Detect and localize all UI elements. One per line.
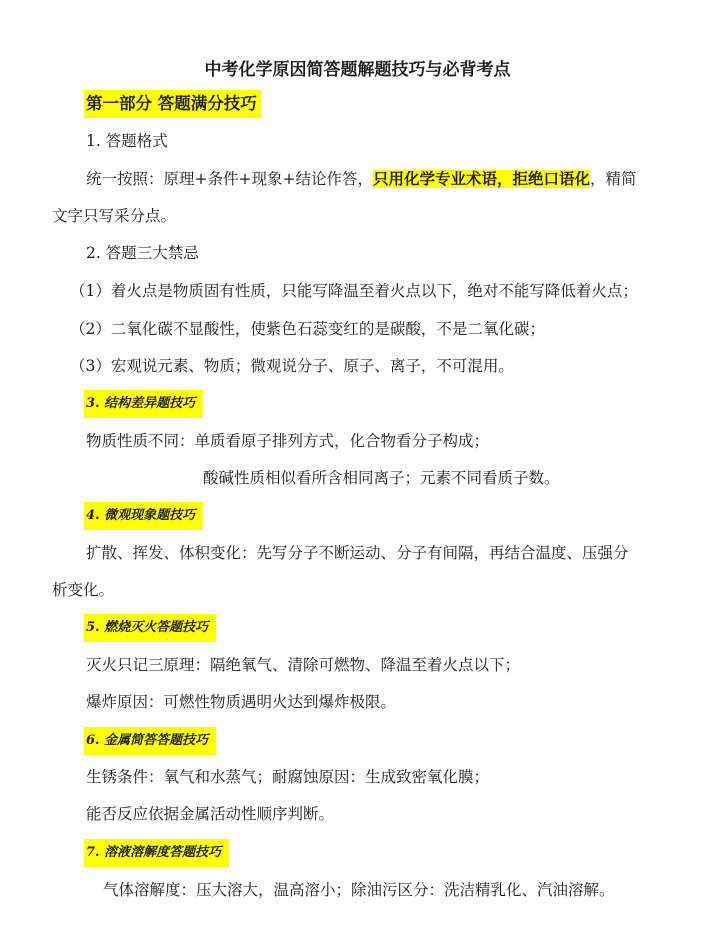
section-1-line-1-start: 统一按照：原理+条件+现象+结论作答， — [86, 170, 373, 188]
taboo-item-3: （3）宏观说元素、物质；微观说分子、原子、离子，不可混用。 — [70, 357, 514, 375]
section-1-heading: 1. 答题格式 — [86, 132, 168, 150]
section-1-line-1 — [86, 168, 637, 190]
taboo-item-1: （1）着火点是物质固有性质，只能写降温至着火点以下，绝对不能写降低着火点； — [70, 282, 638, 300]
section-1-line-2: 文字只写采分点。 — [52, 207, 177, 225]
section-1-highlight: 只用化学专业术语，拒绝口语化 — [372, 170, 590, 188]
section-1-line-1-end: ，精简 — [589, 170, 637, 188]
page-title: 中考化学原因简答题解题技巧与必背考点 — [204, 60, 511, 80]
section-5-heading: 5. 燃烧灭火答题技巧 — [84, 614, 216, 642]
section-2-heading: 2. 答题三大禁忌 — [86, 244, 199, 262]
part-one-heading: 第一部分 答题满分技巧 — [84, 90, 261, 118]
section-6-line-1: 生锈条件：氧气和水蒸气；耐腐蚀原因：生成致密氧化膜； — [86, 768, 490, 786]
section-4-line-1: 扩散、挥发、体积变化：先写分子不断运动、分子有间隔，再结合温度、压强分 — [86, 544, 629, 562]
section-6-line-2: 能否反应依据金属活动性顺序判断。 — [86, 805, 335, 823]
taboo-item-2: （2）二氧化碳不显酸性，使紫色石蕊变红的是碳酸，不是二氧化碳； — [70, 320, 545, 338]
section-3-line-2: 酸碱性质相似看所含相同离子；元素不同看质子数。 — [203, 469, 560, 487]
section-4-line-2: 析变化。 — [52, 581, 115, 599]
section-4-heading: 4. 微观现象题技巧 — [84, 502, 203, 530]
section-5-line-1: 灭火只记三原理：隔绝氧气、清除可燃物、降温至着火点以下； — [86, 656, 521, 674]
section-3-line-1: 物质性质不同：单质看原子排列方式，化合物看分子构成； — [86, 432, 490, 450]
section-3-heading: 3. 结构差异题技巧 — [84, 390, 203, 418]
section-7-line-1: 气体溶解度：压大溶大，温高溶小；除油污区分：洗洁精乳化、汽油溶解。 — [103, 881, 615, 899]
section-6-heading: 6. 金属简答答题技巧 — [84, 727, 216, 755]
section-7-heading: 7. 溶液溶解度答题技巧 — [84, 839, 229, 867]
section-5-line-2: 爆炸原因：可燃性物质遇明火达到爆炸极限。 — [86, 693, 397, 711]
